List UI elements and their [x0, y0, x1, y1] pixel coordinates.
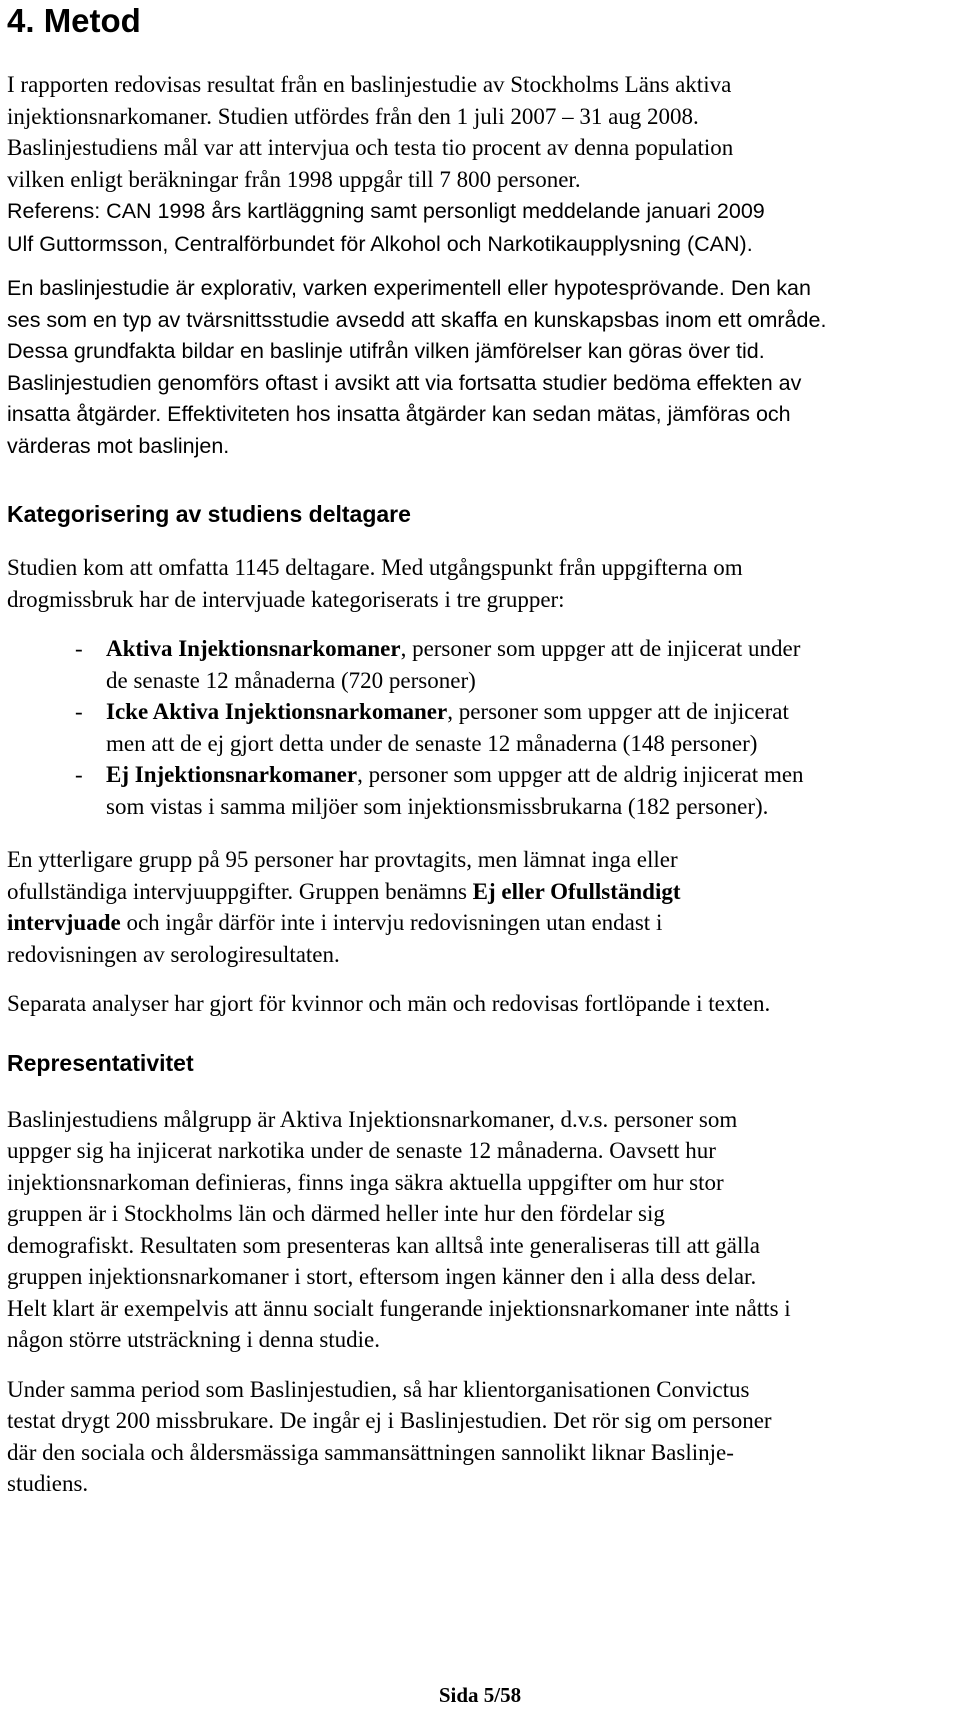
explore-line: värderas mot baslinjen. — [7, 433, 230, 458]
paragraph-line: studiens. — [7, 1471, 89, 1496]
paragraph-line: någon större utsträckning i denna studie. — [7, 1327, 381, 1352]
group-description: som vistas i samma miljöer som injektionsmissbrukarna (182 personer). — [106, 793, 769, 819]
page-number: Sida 5/58 — [438, 1683, 522, 1707]
bold-term: Ej eller Ofullständigt — [472, 878, 681, 904]
explore-line: ses som en typ av tvärsnittsstudie avsedd att skaffa en kunskapsbas inom ett område. — [7, 307, 827, 332]
paragraph-line: uppger sig ha injicerat narkotika under de senaste 12 månaderna. Oavsett hur — [7, 1138, 716, 1163]
representativity-paragraph — [7, 1104, 947, 1356]
explore-line: insatta åtgärder. Effektiviteten hos insatta åtgärder kan sedan mätas, jämföras och — [7, 402, 791, 426]
intro-line: injektionsnarkomaner. Studien utfördes från den 1 juli 2007 – 31 aug 2008. — [7, 103, 699, 129]
separate-analysis-paragraph: Separata analyser har gjort för kvinnor och män och redovisas fortlöpande i texten. — [7, 991, 771, 1016]
paragraph-line: Under samma period som Baslinjestudien, så har klientorganisationen Convictus — [7, 1376, 750, 1402]
intro-line: I rapporten redovisas resultat från en baslinjestudie av Stockholms Läns aktiva — [7, 72, 732, 97]
participants-line: Studien kom att omfatta 1145 deltagare. Med utgångspunkt från uppgifterna om — [7, 555, 743, 580]
reference-line: Referens: CAN 1998 års kartläggning samt personligt meddelande januari 2009 — [7, 199, 765, 223]
group-name: Aktiva Injektionsnarkomaner — [106, 636, 401, 661]
group-name: Icke Aktiva Injektionsnarkomaner — [106, 699, 448, 724]
paragraph-line: redovisningen av serologiresultaten. — [7, 941, 340, 967]
paragraph-line: En ytterligare grupp på 95 personer har provtagits, men lämnat inga eller — [7, 847, 678, 872]
chapter-heading: 4. Metod — [7, 2, 141, 39]
group-list — [7, 633, 947, 822]
document-page — [7, 0, 947, 1500]
paragraph-line: gruppen injektionsnarkomaner i stort, eftersom ingen känner den i alla dess delar. — [7, 1264, 757, 1289]
group-description: , personer som uppger att de aldrig injicerat men — [357, 762, 804, 787]
participants-paragraph — [7, 552, 947, 615]
paragraph-line: injektionsnarkoman definieras, finns inga säkra aktuella uppgifter om hur stor — [7, 1169, 724, 1195]
paragraph-line: där den sociala och åldersmässiga sammansättningen sannolikt liknar Baslinje- — [7, 1439, 734, 1465]
explore-line: Dessa grundfakta bildar en baslinje utifrån vilken jämförelser kan göras över tid. — [7, 339, 765, 363]
paragraph-line: Helt klart är exempelvis att ännu socialt fungerande injektionsnarkomaner inte nåtts i — [7, 1295, 791, 1321]
paragraph-line: Baslinjestudiens målgrupp är Aktiva Injektionsnarkomaner, d.v.s. personer som — [7, 1106, 738, 1132]
list-dash: - — [75, 699, 83, 724]
group-description: , personer som uppger att de injicerat under — [400, 636, 801, 661]
explore-line: En baslinjestudie är explorativ, varken experimentell eller hypotesprövande. Den kan — [7, 276, 811, 300]
intro-paragraph — [7, 69, 947, 260]
group-list-item — [7, 633, 947, 696]
list-dash: - — [75, 636, 83, 661]
paragraph-line: ofullständiga intervjuuppgifter. Gruppen benämns — [7, 878, 473, 904]
participants-line: drogmissbruk har de intervjuade kategoriserats i tre grupper: — [7, 586, 565, 612]
paragraph-line: och ingår därför inte i intervju redovisningen utan endast i — [120, 910, 663, 935]
additional-group-paragraph — [7, 844, 947, 970]
paragraph-line: gruppen är i Stockholms län och därmed heller inte hur den fördelar sig — [7, 1201, 665, 1226]
reference-line: Ulf Guttormsson, Centralförbundet för Alkohol och Narkotikaupplysning (CAN). — [7, 231, 753, 256]
intro-line: vilken enligt beräkningar från 1998 uppgår till 7 800 personer. — [7, 166, 581, 192]
group-description: men att de ej gjort detta under de senaste 12 månaderna (148 personer) — [106, 730, 758, 756]
group-description: de senaste 12 månaderna (720 personer) — [106, 667, 476, 693]
convictus-paragraph — [7, 1374, 947, 1500]
section-heading-kategorisering: Kategorisering av studiens deltagare — [7, 501, 411, 527]
list-dash: - — [75, 762, 83, 787]
group-list-item — [7, 696, 947, 759]
bold-term: intervjuade — [7, 910, 121, 935]
intro-line: Baslinjestudiens mål var att intervjua och testa tio procent av denna population — [7, 135, 734, 160]
explore-paragraph — [7, 273, 947, 462]
group-name: Ej Injektionsnarkomaner — [106, 762, 358, 787]
paragraph-line: demografiskt. Resultaten som presenteras kan alltså inte generaliseras till att gälla — [7, 1232, 761, 1258]
section-heading-representativitet: Representativitet — [7, 1049, 194, 1076]
group-list-item — [7, 759, 947, 822]
paragraph-line: testat drygt 200 missbrukare. De ingår ej i Baslinjestudien. Det rör sig om personer — [7, 1408, 772, 1433]
explore-line: Baslinjestudien genomförs oftast i avsikt att via fortsatta studier bedöma effekten av — [7, 370, 802, 395]
group-description: , personer som uppger att de injicerat — [447, 699, 789, 724]
